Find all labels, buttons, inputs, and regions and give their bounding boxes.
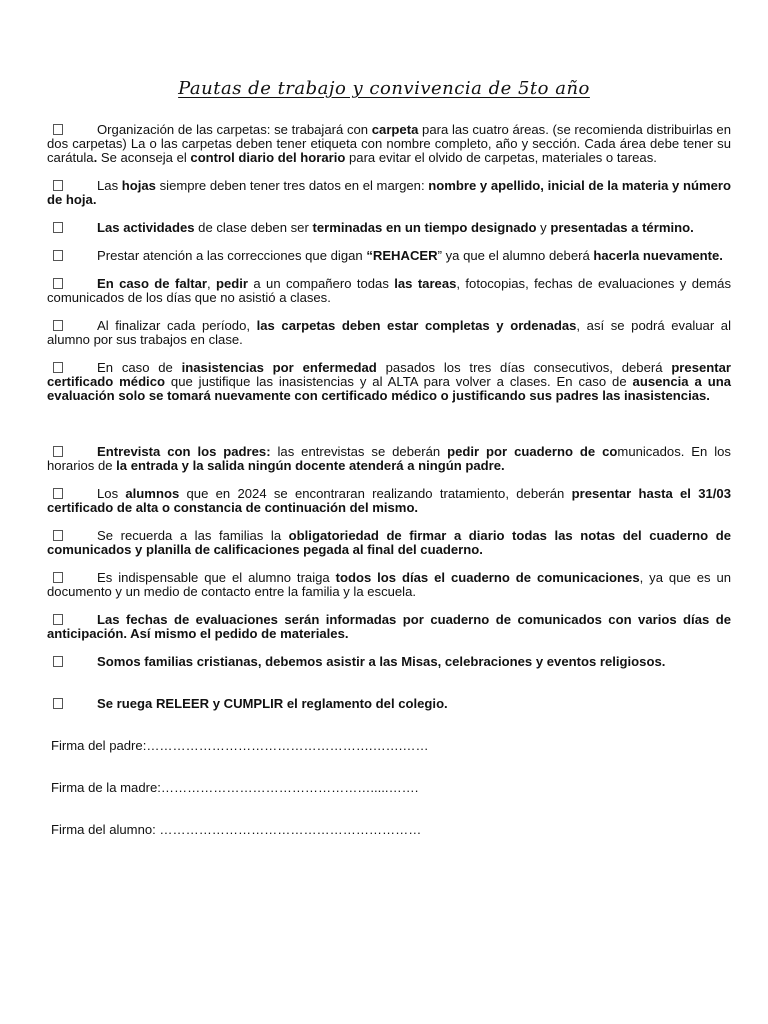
rule-item (47, 529, 731, 557)
rule-text-bold: . (93, 150, 98, 165)
rule-text-bold: Entrevista con los padres: (97, 444, 271, 459)
rule-text: las entrevistas se deberán (270, 444, 448, 459)
rule-item (47, 179, 731, 207)
rule-text: que en 2024 se encontraran realizando tratamiento, deberán (179, 486, 572, 501)
bullet-box-icon (53, 362, 63, 373)
bullet-box-icon (53, 278, 63, 289)
rule-text: Los (97, 486, 126, 501)
rule-text-bold: En caso de faltar (97, 276, 207, 291)
rule-text: En caso de (97, 360, 182, 375)
rule-text-bold: Se ruega RELEER y CUMPLIR el reglamento del colegio. (97, 696, 448, 711)
signature-line-mother: Firma de la madre:………………………………………….....……. (51, 780, 419, 795)
rule-text: Es indispensable que el alumno traiga (97, 570, 336, 585)
rule-text-bold: las tareas (394, 276, 457, 291)
rule-item (47, 277, 731, 305)
signature-line-father: Firma del padre:…………………………………………….…….…… (51, 738, 429, 753)
rule-text-bold: presentar certificado médico (47, 360, 731, 389)
rule-text: y (536, 220, 551, 235)
rule-text: Se aconseja el (97, 150, 191, 165)
rule-text: que justifique las inasistencias y al ALTA para volver a clases. En caso de (164, 374, 633, 389)
rule-text-bold: pedir (216, 276, 249, 291)
rule-item (47, 697, 731, 711)
bullet-box-icon (53, 180, 63, 191)
rule-text: para evitar el olvido de carpetas, materiales o tareas. (345, 150, 657, 165)
rule-text-bold: terminadas en un tiempo designado (312, 220, 537, 235)
rule-text: , fotocopias, fechas de evaluaciones y demás comunicados de los días que no asistió a clases. (47, 276, 731, 305)
rule-item (47, 655, 731, 669)
rule-text-bold: alumnos (125, 486, 180, 501)
rule-item (47, 249, 731, 263)
rule-text-bold: la entrada y la salida ningún docente atenderá a ningún padre. (116, 458, 505, 473)
bullet-box-icon (53, 124, 63, 135)
rule-text: Al finalizar cada período, (97, 318, 257, 333)
rule-text: a un compañero todas (248, 276, 395, 291)
rule-text-bold: hojas (121, 178, 156, 193)
bullet-box-icon (53, 698, 63, 709)
rule-text-bold: presentar hasta el 31/03 certificado de alta o constancia de continuación del mismo. (47, 486, 731, 515)
bullet-box-icon (53, 656, 63, 667)
rule-text: pasados los tres días consecutivos, deberá (376, 360, 672, 375)
rule-text-bold: hacerla nuevamente. (593, 248, 723, 263)
rule-text: para las cuatro áreas. (se recomienda distribuirlas en dos carpetas) La o las carpetas deben tener etiqueta con nombre completo, año y sección. Cada área debe tener su carátula (47, 122, 731, 165)
bullet-box-icon (53, 488, 63, 499)
rule-text: Prestar atención a las correcciones que digan (97, 248, 367, 263)
rule-text-bold: control diario del horario (190, 150, 346, 165)
rule-text-bold: las carpetas deben estar completas y ordenadas (256, 318, 577, 333)
rule-text-bold: obligatoriedad de firmar a diario todas las notas del cuaderno de comunicados y planilla de calificaciones pegada al final del cuaderno. (47, 528, 731, 557)
rule-text: Se recuerda a las familias la (97, 528, 289, 543)
rule-item (47, 487, 731, 515)
rule-text-bold: ausencia a una evaluación solo se tomará nuevamente con certificado médico o justificando sus padres las inasistencias. (47, 374, 731, 403)
rule-text-bold: Somos familias cristianas, debemos asistir a las Misas, celebraciones y eventos religiosos. (97, 654, 666, 669)
rule-text: , (206, 276, 216, 291)
rule-text-bold: Las fechas de evaluaciones serán informadas por cuaderno de comunicados con varios días de anticipación. Así mismo el pedido de materiales. (47, 612, 731, 641)
rule-text: Las (97, 178, 122, 193)
rule-item (47, 361, 731, 403)
bullet-box-icon (53, 530, 63, 541)
rule-item (47, 445, 731, 473)
rule-text-bold: nombre y apellido, inicial de la materia y número de hoja. (47, 178, 732, 207)
rule-item (47, 571, 731, 599)
signature-line-student: Firma del alumno: …………………………………………………… (51, 822, 422, 837)
rule-text-bold: todos los días el cuaderno de comunicaciones (335, 570, 640, 585)
rule-text: , así se podrá evaluar al alumno por sus trabajos en clase. (47, 318, 731, 347)
bullet-box-icon (53, 250, 63, 261)
rule-text-bold: presentadas a término. (550, 220, 694, 235)
rule-item (47, 319, 731, 347)
rule-text-bold: inasistencias por enfermedad (181, 360, 377, 375)
bullet-box-icon (53, 614, 63, 625)
rule-text: municados. En los horarios de (47, 444, 731, 473)
rule-text: siempre deben tener tres datos en el margen: (155, 178, 429, 193)
bullet-box-icon (53, 572, 63, 583)
rule-text: Organización de las carpetas: se trabajará con (97, 122, 372, 137)
rule-item (47, 123, 731, 165)
rule-text: , ya que es un documento y un medio de contacto entre la familia y la escuela. (47, 570, 732, 599)
rule-text-bold: carpeta (371, 122, 419, 137)
rule-text-bold: “REHACER (366, 248, 438, 263)
rule-text: ” ya que el alumno deberá (437, 248, 594, 263)
rule-item (47, 613, 731, 641)
rule-item (47, 221, 731, 235)
bullet-box-icon (53, 446, 63, 457)
bullet-box-icon (53, 222, 63, 233)
rule-text: de clase deben ser (194, 220, 313, 235)
bullet-box-icon (53, 320, 63, 331)
rule-text-bold: Las actividades (97, 220, 195, 235)
rule-text-bold: pedir por cuaderno de co (447, 444, 618, 459)
page-title: Pautas de trabajo y convivencia de 5to año (178, 78, 590, 99)
